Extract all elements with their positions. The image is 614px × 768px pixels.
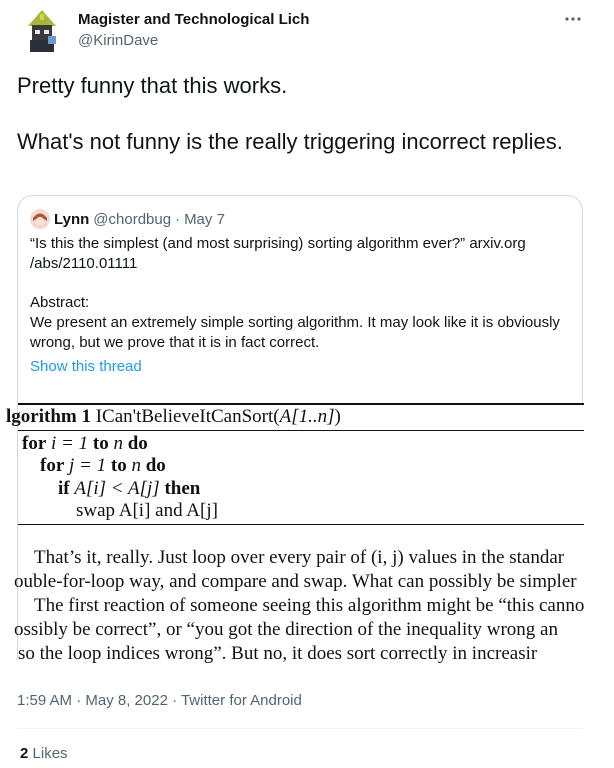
prose-line: ossibly be correct”, or “you got the direction of the inequality wrong an bbox=[14, 619, 558, 640]
rule-top bbox=[18, 403, 584, 405]
quoted-date[interactable]: May 7 bbox=[184, 210, 225, 228]
algo-line-3 bbox=[58, 478, 200, 500]
expression: A[i] < A[j] bbox=[74, 478, 160, 499]
rule-mid bbox=[18, 430, 584, 431]
prose-line: so the loop indices wrong”. But no, it does sort correctly in increasir bbox=[18, 643, 538, 664]
keyword: if bbox=[58, 478, 70, 499]
likes-count: 2 bbox=[20, 745, 29, 762]
tweet-timestamp[interactable]: 1:59 AM · May 8, 2022 · Twitter for Android bbox=[17, 692, 302, 709]
keyword: then bbox=[164, 478, 201, 499]
quoted-author-name[interactable]: Lynn bbox=[54, 210, 90, 228]
show-thread-link[interactable]: Show this thread bbox=[30, 358, 142, 375]
author-avatar[interactable] bbox=[18, 6, 66, 54]
algorithm-title bbox=[6, 406, 341, 428]
tweet-text bbox=[17, 72, 582, 184]
algorithm-arg: A[1..n] bbox=[279, 406, 335, 427]
variable: n bbox=[113, 433, 123, 454]
tweet-paragraph: What's not funny is the really triggering incorrect replies. bbox=[17, 129, 563, 154]
keyword: do bbox=[145, 455, 166, 476]
quoted-tweet-header bbox=[30, 209, 225, 229]
likes-stat[interactable] bbox=[20, 745, 68, 762]
paper-prose bbox=[0, 546, 614, 666]
quoted-tweet[interactable] bbox=[6, 195, 585, 673]
algorithm-paren: ) bbox=[334, 406, 341, 427]
likes-label: Likes bbox=[32, 745, 68, 762]
separator-dot: · bbox=[175, 210, 181, 228]
keyword: do bbox=[127, 433, 148, 454]
algo-line-2 bbox=[40, 455, 166, 477]
algorithm-name: ICan'tBelieveItCanSort( bbox=[95, 406, 280, 427]
rule-bottom bbox=[18, 524, 584, 525]
prose-line: The first reaction of someone seeing this algorithm might be “this canno bbox=[34, 595, 585, 616]
divider bbox=[17, 728, 583, 729]
quoted-avatar[interactable] bbox=[30, 209, 50, 229]
algo-line-4: swap A[i] and A[j] bbox=[76, 500, 218, 521]
quoted-text bbox=[30, 234, 575, 353]
prose-line: ouble-for-loop way, and compare and swap. What can possibly be simpler bbox=[14, 571, 577, 592]
expression: j = 1 bbox=[69, 455, 107, 476]
keyword: for bbox=[22, 433, 47, 454]
quoted-text-line: /abs/2110.01111 bbox=[30, 255, 138, 272]
abstract-body: We present an extremely simple sorting algorithm. It may look like it is obviously wrong, but we prove that it is in fact correct. bbox=[30, 314, 560, 351]
variable: n bbox=[131, 455, 141, 476]
expression: i = 1 bbox=[51, 433, 89, 454]
more-options-icon[interactable] bbox=[560, 8, 586, 30]
quoted-author-handle[interactable]: @chordbug bbox=[93, 210, 172, 228]
algo-line-1 bbox=[22, 433, 148, 455]
tweet-paragraph: Pretty funny that this works. bbox=[17, 73, 288, 98]
algorithm-number: lgorithm 1 bbox=[6, 406, 91, 427]
abstract-label: Abstract: bbox=[30, 294, 90, 311]
prose-line: That’s it, really. Just loop over every pair of (i, j) values in the standar bbox=[34, 547, 565, 568]
quoted-text-line: “Is this the simplest (and most surprising) sorting algorithm ever?” arxiv.org bbox=[30, 235, 526, 252]
keyword: for bbox=[40, 455, 65, 476]
keyword: to bbox=[92, 433, 109, 454]
author-handle[interactable]: @KirinDave bbox=[78, 32, 159, 49]
author-name[interactable]: Magister and Technological Lich bbox=[78, 11, 310, 28]
paper-image[interactable] bbox=[6, 403, 585, 674]
keyword: to bbox=[110, 455, 127, 476]
